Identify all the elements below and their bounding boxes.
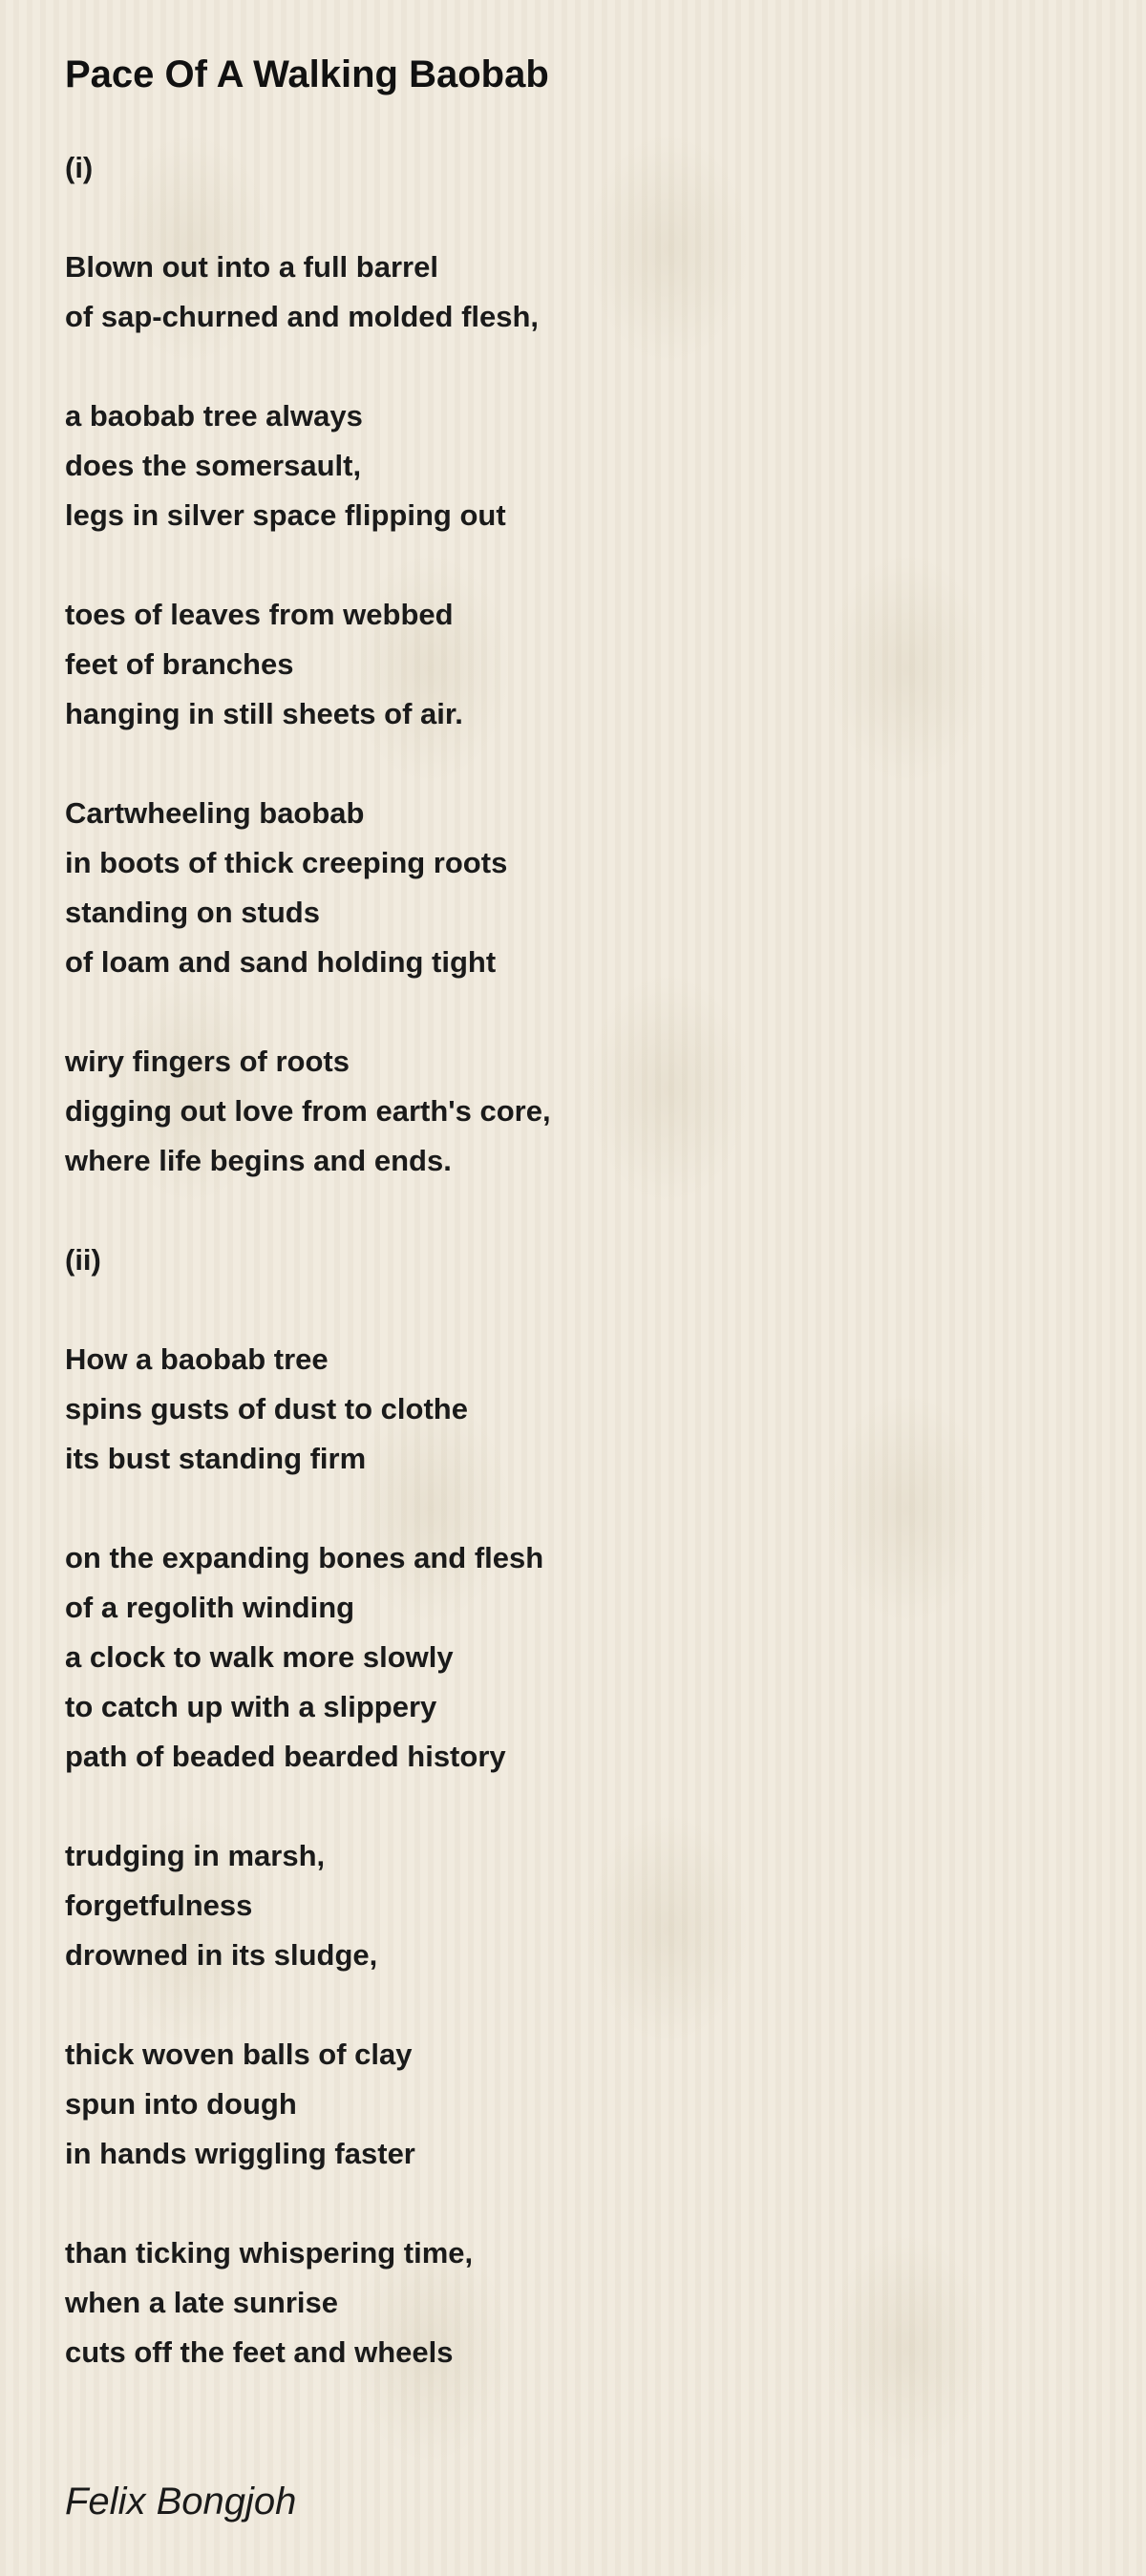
- stanza: [65, 391, 1096, 540]
- poem-line: forgetfulness: [65, 1889, 253, 1922]
- stanza: [65, 2228, 1096, 2377]
- poem-line: wiry fingers of roots: [65, 1045, 350, 1078]
- poem-line: of loam and sand holding tight: [65, 945, 497, 979]
- poem-line: in boots of thick creeping roots: [65, 846, 508, 879]
- poem-line: drowned in its sludge,: [65, 1938, 378, 1972]
- poem-line: cuts off the feet and wheels: [65, 2335, 454, 2369]
- poem-line: its bust standing firm: [65, 1442, 367, 1475]
- poem-line: to catch up with a slippery: [65, 1690, 437, 1723]
- stanza: [65, 1533, 1096, 1782]
- poem-line: a clock to walk more slowly: [65, 1640, 454, 1674]
- stanza: [65, 1335, 1096, 1484]
- poem-author: Felix Bongjoh: [65, 2481, 297, 2523]
- poem-line: (i): [65, 151, 94, 184]
- poem-line: spun into dough: [65, 2087, 297, 2121]
- poem-page: [65, 46, 1096, 2377]
- poem-line: hanging in still sheets of air.: [65, 697, 463, 730]
- poem-line: of sap-churned and molded flesh,: [65, 300, 540, 333]
- poem-line: trudging in marsh,: [65, 1839, 326, 1872]
- stanza: [65, 2030, 1096, 2179]
- poem-line: where life begins and ends.: [65, 1144, 452, 1177]
- stanza: [65, 590, 1096, 739]
- stanza: [65, 1235, 1096, 1285]
- poem-line: in hands wriggling faster: [65, 2137, 415, 2170]
- stanza: [65, 243, 1096, 342]
- poem-line: toes of leaves from webbed: [65, 598, 454, 631]
- poem-line: thick woven balls of clay: [65, 2038, 413, 2071]
- poem-line: legs in silver space flipping out: [65, 498, 506, 532]
- stanza: [65, 789, 1096, 987]
- poem-line: Cartwheeling baobab: [65, 796, 365, 830]
- poem-line: a baobab tree always: [65, 399, 363, 433]
- poem-body: [65, 143, 1096, 2377]
- poem-line: Blown out into a full barrel: [65, 250, 438, 284]
- poem-line: when a late sunrise: [65, 2286, 338, 2319]
- poem-line: feet of branches: [65, 647, 294, 681]
- stanza: [65, 143, 1096, 193]
- poem-title: Pace Of A Walking Baobab: [65, 53, 549, 95]
- poem-line: (ii): [65, 1243, 101, 1277]
- poem-line: How a baobab tree: [65, 1342, 329, 1376]
- poem-line: spins gusts of dust to clothe: [65, 1392, 468, 1425]
- poem-line: does the somersault,: [65, 449, 362, 482]
- poem-line: standing on studs: [65, 896, 320, 929]
- poem-line: digging out love from earth's core,: [65, 1094, 551, 1128]
- poem-line: than ticking whispering time,: [65, 2236, 474, 2270]
- stanza: [65, 1831, 1096, 1980]
- stanza: [65, 1037, 1096, 1186]
- poem-line: of a regolith winding: [65, 1591, 355, 1624]
- poem-line: path of beaded bearded history: [65, 1740, 506, 1773]
- poem-line: on the expanding bones and flesh: [65, 1541, 544, 1574]
